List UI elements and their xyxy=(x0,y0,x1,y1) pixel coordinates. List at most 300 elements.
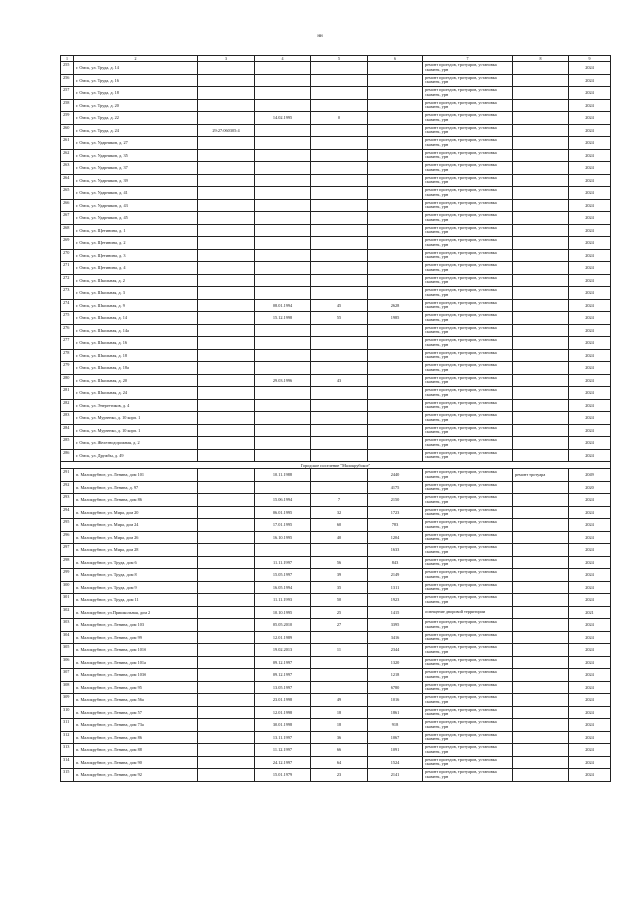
table-row xyxy=(61,349,611,362)
cell-address: п. Малокрубное, ул. Труда, дом 11 xyxy=(74,594,198,607)
cell-cadastral-number xyxy=(198,437,255,450)
cell-works-extra xyxy=(513,374,569,387)
cell-cadastral-number xyxy=(198,744,255,757)
table-row xyxy=(61,744,611,757)
table-row xyxy=(61,99,611,112)
cell-cadastral-number xyxy=(198,187,255,200)
cell-works-extra xyxy=(513,262,569,275)
cell-address: г. Омск, ул. Ударников, д. 43 xyxy=(74,199,198,212)
cell-date xyxy=(255,212,311,225)
cell-works: ремонт проездов, тротуаров, установка скамеек, урн xyxy=(423,506,513,519)
cell-value-5 xyxy=(311,174,368,187)
cell-date: 09.12.1997 xyxy=(255,656,311,669)
column-number-4: 4 xyxy=(255,56,311,62)
section-title: Городское поселение "Малокрубское" xyxy=(61,462,611,469)
cell-address: г. Омск, ул. Ударников, д. 37 xyxy=(74,162,198,175)
column-number-9: 9 xyxy=(569,56,611,62)
cell-date xyxy=(255,349,311,362)
cell-value-5 xyxy=(311,544,368,557)
cell-works-extra xyxy=(513,74,569,87)
cell-works: ремонт проездов, тротуаров, установка скамеек, урн xyxy=(423,162,513,175)
cell-row-number: 273 xyxy=(61,287,74,300)
cell-works-extra xyxy=(513,324,569,337)
cell-area xyxy=(368,449,423,462)
cell-works: ремонт проездов, тротуаров, установка скамеек, урн xyxy=(423,531,513,544)
cell-works-extra xyxy=(513,249,569,262)
cell-area xyxy=(368,424,423,437)
cell-cadastral-number xyxy=(198,519,255,532)
cell-area: 6780 xyxy=(368,681,423,694)
cell-date xyxy=(255,412,311,425)
cell-value-5 xyxy=(311,362,368,375)
cell-address: г. Омск, ул. Труда, д. 24 xyxy=(74,124,198,137)
cell-works: ремонт проездов, тротуаров, установка скамеек, урн xyxy=(423,399,513,412)
cell-address: п. Малокрубное, ул. Ленина, дом 90 xyxy=(74,756,198,769)
cell-value-5 xyxy=(311,449,368,462)
cell-address: г. Омск, ул. Ударников, д. 39 xyxy=(74,174,198,187)
cell-date: 09.12.1997 xyxy=(255,669,311,682)
cell-works-extra xyxy=(513,287,569,300)
cell-year: 2024 xyxy=(569,719,611,732)
cell-date: 23.01.1998 xyxy=(255,694,311,707)
cell-works-extra xyxy=(513,756,569,769)
cell-address: г. Омск, ул. Школьная, д. 24 xyxy=(74,387,198,400)
table-row xyxy=(61,494,611,507)
cell-address: г. Омск, ул. Труда, д. 14 xyxy=(74,62,198,75)
cell-address: г. Омск, ул. Школьная, д. 18а xyxy=(74,362,198,375)
cell-area xyxy=(368,174,423,187)
cell-works: ремонт проездов, тротуаров, установка скамеек, урн xyxy=(423,756,513,769)
cell-area xyxy=(368,112,423,125)
cell-works-extra xyxy=(513,694,569,707)
cell-cadastral-number xyxy=(198,694,255,707)
cell-works-extra xyxy=(513,656,569,669)
table-row xyxy=(61,337,611,350)
cell-area: 1923 xyxy=(368,594,423,607)
cell-works: ремонт проездов, тротуаров, установка скамеек, урн xyxy=(423,581,513,594)
cell-value-5 xyxy=(311,249,368,262)
cell-works-extra xyxy=(513,162,569,175)
cell-area xyxy=(368,187,423,200)
cell-works-extra xyxy=(513,112,569,125)
cell-address: п. Малокрубное, ул. Мира, дом 24 xyxy=(74,519,198,532)
cell-year: 2024 xyxy=(569,437,611,450)
cell-date: 30.01.1998 xyxy=(255,719,311,732)
cell-address: г. Омск, ул. Энергетиков, д. 4 xyxy=(74,399,198,412)
cell-year: 2024 xyxy=(569,124,611,137)
cell-address: г. Омск, ул. Школьная, д. 18 xyxy=(74,349,198,362)
cell-row-number: 310 xyxy=(61,706,74,719)
cell-works-extra xyxy=(513,124,569,137)
cell-cadastral-number xyxy=(198,412,255,425)
cell-address: г. Омск, ул. Железнодорожная, д. 2 xyxy=(74,437,198,450)
cell-works: ремонт проездов, тротуаров, установка скамеек, урн xyxy=(423,99,513,112)
cell-address: п. Малокрубное, ул. Ленина, д. 97 xyxy=(74,481,198,494)
cell-address: г. Омск, ул. Школьная, д. 16 xyxy=(74,337,198,350)
cell-year: 2024 xyxy=(569,619,611,632)
cell-row-number: 257 xyxy=(61,87,74,100)
cell-date: 06.01.1995 xyxy=(255,506,311,519)
cell-year: 2024 xyxy=(569,174,611,187)
cell-cadastral-number xyxy=(198,237,255,250)
cell-row-number: 275 xyxy=(61,312,74,325)
table-row xyxy=(61,387,611,400)
cell-value-5: 55 xyxy=(311,312,368,325)
cell-value-5 xyxy=(311,162,368,175)
cell-value-5 xyxy=(311,399,368,412)
cell-area xyxy=(368,87,423,100)
cell-works: ремонт проездов, тротуаров, установка скамеек, урн xyxy=(423,74,513,87)
table-row xyxy=(61,644,611,657)
table-row xyxy=(61,544,611,557)
cell-works-extra xyxy=(513,299,569,312)
table-row xyxy=(61,312,611,325)
cell-date xyxy=(255,224,311,237)
cell-year: 2024 xyxy=(569,769,611,782)
cell-works: ремонт проездов, тротуаров, установка скамеек, урн xyxy=(423,62,513,75)
cell-row-number: 305 xyxy=(61,644,74,657)
cell-row-number: 307 xyxy=(61,669,74,682)
cell-cadastral-number xyxy=(198,556,255,569)
cell-value-5 xyxy=(311,74,368,87)
cell-area xyxy=(368,399,423,412)
cell-year: 2024 xyxy=(569,569,611,582)
cell-works-extra xyxy=(513,744,569,757)
cell-cadastral-number xyxy=(198,387,255,400)
cell-year: 2024 xyxy=(569,744,611,757)
cell-row-number: 301 xyxy=(61,594,74,607)
cell-row-number: 315 xyxy=(61,769,74,782)
cell-works: ремонт проездов, тротуаров, установка скамеек, урн xyxy=(423,706,513,719)
cell-year: 2024 xyxy=(569,137,611,150)
cell-address: г. Омск, ул. Щетинина, д. 1 xyxy=(74,224,198,237)
cell-year: 2024 xyxy=(569,362,611,375)
cell-date: 15.05.1997 xyxy=(255,569,311,582)
cell-area xyxy=(368,349,423,362)
cell-area: 2149 xyxy=(368,569,423,582)
cell-value-5 xyxy=(311,481,368,494)
cell-row-number: 276 xyxy=(61,324,74,337)
cell-area: 2150 xyxy=(368,494,423,507)
table-row xyxy=(61,424,611,437)
table-row xyxy=(61,481,611,494)
cell-year: 2024 xyxy=(569,531,611,544)
cell-address: г. Омск, ул. Школьная, д. 2 xyxy=(74,274,198,287)
cell-cadastral-number xyxy=(198,87,255,100)
cell-area xyxy=(368,137,423,150)
cell-value-5: 7 xyxy=(311,494,368,507)
cell-value-5 xyxy=(311,99,368,112)
table-row xyxy=(61,769,611,782)
cell-works: ремонт проездов, тротуаров, установка скамеек, урн xyxy=(423,387,513,400)
cell-row-number: 255 xyxy=(61,62,74,75)
cell-area: 1091 xyxy=(368,744,423,757)
column-number-3: 3 xyxy=(198,56,255,62)
cell-value-5 xyxy=(311,224,368,237)
cell-area: 1861 xyxy=(368,706,423,719)
table-row xyxy=(61,74,611,87)
cell-date xyxy=(255,174,311,187)
cell-cadastral-number xyxy=(198,112,255,125)
cell-date xyxy=(255,437,311,450)
cell-address: г. Омск, ул. Труда, д. 18 xyxy=(74,87,198,100)
cell-area xyxy=(368,324,423,337)
cell-area: 1067 xyxy=(368,731,423,744)
cell-row-number: 312 xyxy=(61,731,74,744)
cell-works-extra xyxy=(513,594,569,607)
cell-value-5: 36 xyxy=(311,731,368,744)
cell-area: 1204 xyxy=(368,531,423,544)
table-row xyxy=(61,437,611,450)
cell-works: ремонт проездов, тротуаров, установка скамеек, урн xyxy=(423,137,513,150)
cell-area xyxy=(368,149,423,162)
cell-row-number: 270 xyxy=(61,249,74,262)
cell-cadastral-number xyxy=(198,174,255,187)
cell-row-number: 256 xyxy=(61,74,74,87)
cell-date xyxy=(255,249,311,262)
cell-works: ремонт проездов, тротуаров, установка скамеек, урн xyxy=(423,449,513,462)
cell-value-5 xyxy=(311,137,368,150)
cell-year: 2024 xyxy=(569,324,611,337)
cell-area xyxy=(368,124,423,137)
cell-year: 2024 xyxy=(569,299,611,312)
table-row xyxy=(61,199,611,212)
cell-cadastral-number xyxy=(198,506,255,519)
cell-works: ремонт проездов, тротуаров, установка скамеек, урн xyxy=(423,149,513,162)
cell-works: ремонт проездов, тротуаров, установка скамеек, урн xyxy=(423,237,513,250)
cell-date: 11.12.1997 xyxy=(255,744,311,757)
cell-area: 1415 xyxy=(368,606,423,619)
cell-area: 1524 xyxy=(368,756,423,769)
column-number-1: 1 xyxy=(61,56,74,62)
cell-value-5: 66 xyxy=(311,744,368,757)
cell-year: 2024 xyxy=(569,644,611,657)
cell-area xyxy=(368,212,423,225)
cell-cadastral-number xyxy=(198,362,255,375)
cell-year: 2024 xyxy=(569,74,611,87)
cell-year: 2024 xyxy=(569,669,611,682)
cell-address: г. Омск, ул. Щетинина, д. 4 xyxy=(74,262,198,275)
cell-row-number: 280 xyxy=(61,374,74,387)
column-number-2: 2 xyxy=(74,56,198,62)
cell-works-extra xyxy=(513,87,569,100)
cell-area xyxy=(368,237,423,250)
cell-value-5 xyxy=(311,274,368,287)
cell-works: ремонт проездов, тротуаров, установка скамеек, урн xyxy=(423,299,513,312)
cell-cadastral-number xyxy=(198,581,255,594)
cell-cadastral-number xyxy=(198,731,255,744)
cell-year: 2024 xyxy=(569,424,611,437)
cell-works: ремонт проездов, тротуаров, установка скамеек, урн xyxy=(423,187,513,200)
cell-cadastral-number xyxy=(198,644,255,657)
cell-works-extra xyxy=(513,769,569,782)
cell-works-extra xyxy=(513,337,569,350)
cell-works: ремонт проездов, тротуаров, установка скамеек, урн xyxy=(423,374,513,387)
cell-works-extra xyxy=(513,387,569,400)
cell-area xyxy=(368,224,423,237)
cell-date: 14.02.1995 xyxy=(255,112,311,125)
cell-cadastral-number xyxy=(198,299,255,312)
cell-works: ремонт проездов, тротуаров, установка скамеек, урн xyxy=(423,681,513,694)
cell-works: ремонт проездов, тротуаров, установка скамеек, урн xyxy=(423,199,513,212)
cell-address: г. Омск, ул. Мурзенко, д. 10 корп. 1 xyxy=(74,424,198,437)
cell-cadastral-number xyxy=(198,669,255,682)
cell-works-extra xyxy=(513,619,569,632)
cell-works: ремонт проездов, тротуаров, установка скамеек, урн xyxy=(423,469,513,482)
cell-year: 2024 xyxy=(569,656,611,669)
cell-address: г. Омск, ул. Ударников, д. 27 xyxy=(74,137,198,150)
cell-address: п. Малокрубное, ул. Ленина, дом 101б xyxy=(74,644,198,657)
cell-address: п. Малокрубное, ул. Ленина, дом 99 xyxy=(74,631,198,644)
cell-address: п. Малокрубное, ул. Ленина, дом 103 xyxy=(74,619,198,632)
cell-area: 1218 xyxy=(368,669,423,682)
cell-cadastral-number xyxy=(198,481,255,494)
cell-works: ремонт проездов, тротуаров, установка скамеек, урн xyxy=(423,619,513,632)
cell-row-number: 277 xyxy=(61,337,74,350)
cell-date xyxy=(255,62,311,75)
cell-date: 12.01.1998 xyxy=(255,706,311,719)
table-row xyxy=(61,412,611,425)
cell-value-5 xyxy=(311,424,368,437)
cell-row-number: 298 xyxy=(61,556,74,569)
cell-date: 13.05.1997 xyxy=(255,681,311,694)
cell-year: 2024 xyxy=(569,706,611,719)
cell-works-extra xyxy=(513,437,569,450)
cell-row-number: 262 xyxy=(61,149,74,162)
cell-row-number: 309 xyxy=(61,694,74,707)
cell-value-5: 39 xyxy=(311,569,368,582)
cell-value-5: 18 xyxy=(311,706,368,719)
cell-row-number: 293 xyxy=(61,494,74,507)
cell-year: 2024 xyxy=(569,287,611,300)
cell-date xyxy=(255,237,311,250)
table-row xyxy=(61,249,611,262)
cell-cadastral-number xyxy=(198,494,255,507)
cell-row-number: 302 xyxy=(61,606,74,619)
cell-area: 1985 xyxy=(368,312,423,325)
cell-date: 24.12.1997 xyxy=(255,756,311,769)
cell-works-extra xyxy=(513,312,569,325)
cell-cadastral-number xyxy=(198,324,255,337)
cell-value-5 xyxy=(311,262,368,275)
table-row xyxy=(61,556,611,569)
cell-date: 11.11.1997 xyxy=(255,556,311,569)
cell-row-number: 295 xyxy=(61,519,74,532)
cell-works-extra xyxy=(513,481,569,494)
cell-date: 10.11.1988 xyxy=(255,469,311,482)
cell-area xyxy=(368,74,423,87)
cell-date xyxy=(255,481,311,494)
cell-works-extra xyxy=(513,494,569,507)
cell-works: ремонт проездов, тротуаров, установка скамеек, урн xyxy=(423,694,513,707)
table-row xyxy=(61,656,611,669)
table-row xyxy=(61,581,611,594)
cell-row-number: 299 xyxy=(61,569,74,582)
cell-works-extra xyxy=(513,569,569,582)
cell-area: 2628 xyxy=(368,299,423,312)
cell-works: ремонт проездов, тротуаров, установка скамеек, урн xyxy=(423,124,513,137)
cell-cadastral-number xyxy=(198,287,255,300)
cell-cadastral-number xyxy=(198,569,255,582)
cell-year: 2049 xyxy=(569,469,611,482)
column-number-8: 8 xyxy=(513,56,569,62)
cell-works: ремонт проездов, тротуаров, установка скамеек, урн xyxy=(423,324,513,337)
cell-works: ремонт проездов, тротуаров, установка скамеек, урн xyxy=(423,412,513,425)
cell-row-number: 267 xyxy=(61,212,74,225)
cell-works-extra xyxy=(513,631,569,644)
cell-cadastral-number xyxy=(198,656,255,669)
cell-year: 2024 xyxy=(569,694,611,707)
cell-area: 1016 xyxy=(368,694,423,707)
cell-date xyxy=(255,137,311,150)
table-row xyxy=(61,606,611,619)
cell-works: ремонт проездов, тротуаров, установка скамеек, урн xyxy=(423,224,513,237)
cell-year: 2024 xyxy=(569,374,611,387)
cell-year: 2024 xyxy=(569,581,611,594)
cell-works: ремонт проездов, тротуаров, установка скамеек, урн xyxy=(423,769,513,782)
cell-works: ремонт проездов, тротуаров, установка скамеек, урн xyxy=(423,287,513,300)
cell-works-extra xyxy=(513,681,569,694)
cell-value-5 xyxy=(311,669,368,682)
cell-cadastral-number xyxy=(198,224,255,237)
cell-value-5: 23 xyxy=(311,769,368,782)
cell-address: п. Малокрубное, ул. Труда, дом 6 xyxy=(74,556,198,569)
cell-row-number: 314 xyxy=(61,756,74,769)
cell-cadastral-number xyxy=(198,469,255,482)
cell-date: 13.11.1997 xyxy=(255,731,311,744)
cell-address: г. Омск, ул. Щетинина, д. 3 xyxy=(74,249,198,262)
cell-value-5: 40 xyxy=(311,531,368,544)
cell-value-5 xyxy=(311,469,368,482)
cell-address: п. Малокрубное, ул. Ленина, дом 92 xyxy=(74,769,198,782)
cell-row-number: 304 xyxy=(61,631,74,644)
cell-date: 17.01.1995 xyxy=(255,519,311,532)
cell-works-extra xyxy=(513,149,569,162)
cell-row-number: 294 xyxy=(61,506,74,519)
cell-year: 2024 xyxy=(569,249,611,262)
cell-row-number: 261 xyxy=(61,137,74,150)
cell-date xyxy=(255,74,311,87)
cell-area: 2440 xyxy=(368,469,423,482)
table-row xyxy=(61,287,611,300)
table-row xyxy=(61,124,611,137)
cell-works-extra xyxy=(513,174,569,187)
cell-works: ремонт проездов, тротуаров, установка скамеек, урн xyxy=(423,362,513,375)
cell-area: 3416 xyxy=(368,631,423,644)
cell-cadastral-number xyxy=(198,594,255,607)
cell-year: 2024 xyxy=(569,449,611,462)
cell-date: 05.05.2010 xyxy=(255,619,311,632)
cell-cadastral-number xyxy=(198,399,255,412)
cell-date xyxy=(255,162,311,175)
cell-row-number: 291 xyxy=(61,469,74,482)
cell-value-5: 43 xyxy=(311,374,368,387)
table-row xyxy=(61,399,611,412)
cell-cadastral-number xyxy=(198,312,255,325)
cell-value-5: 32 xyxy=(311,506,368,519)
cell-area xyxy=(368,249,423,262)
cell-value-5: 49 xyxy=(311,694,368,707)
cell-works-extra xyxy=(513,606,569,619)
table-row xyxy=(61,112,611,125)
cell-area xyxy=(368,199,423,212)
cell-address: п. Малокрубное, ул. Ленина, дом 103б xyxy=(74,669,198,682)
cell-area xyxy=(368,274,423,287)
cell-year: 2024 xyxy=(569,99,611,112)
table-row xyxy=(61,87,611,100)
cell-value-5 xyxy=(311,437,368,450)
table-row xyxy=(61,374,611,387)
